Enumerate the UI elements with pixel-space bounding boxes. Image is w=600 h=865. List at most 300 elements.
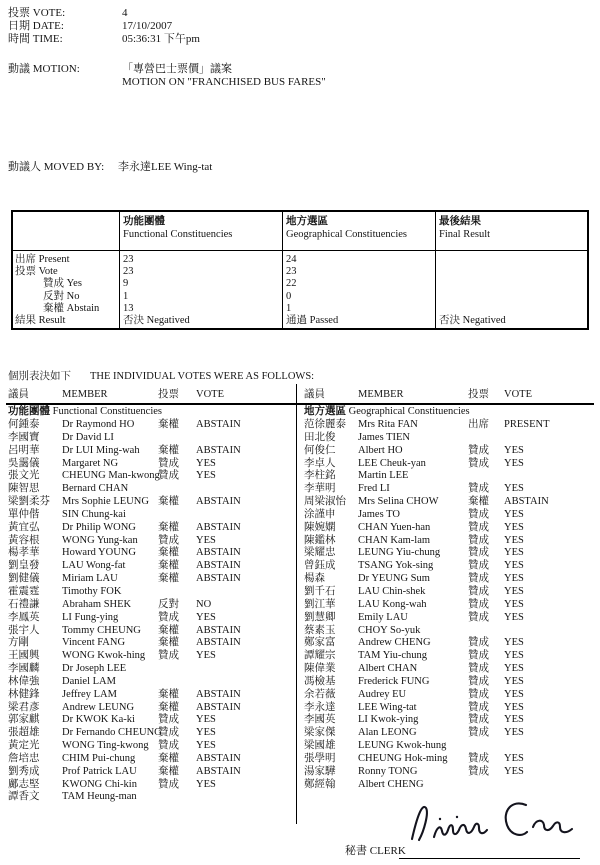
member-vote-zh: 贊成: [158, 611, 179, 623]
member-vote-zh: 棄權: [158, 573, 179, 585]
member-vote-en: ABSTAIN: [196, 444, 241, 456]
summary-row-label: 出席 Present: [15, 254, 70, 265]
member-vote-zh: 棄權: [158, 521, 179, 533]
member-name-zh: 黃宜弘: [8, 521, 40, 533]
summary-geographical-value: 0: [286, 290, 292, 302]
member-name-zh: 涂謹申: [304, 508, 336, 520]
member-row: [300, 637, 594, 650]
summary-row-label: 反對 No: [43, 290, 80, 302]
member-name-en: TAM Heung-man: [62, 791, 137, 803]
member-name-en: Tommy CHEUNG: [62, 624, 141, 636]
time-value: 05:36:31 下午pm: [122, 33, 200, 45]
member-vote-en: YES: [504, 701, 524, 713]
member-col-header-en: MEMBER: [62, 389, 108, 400]
member-name-en: Fred LI: [358, 483, 390, 495]
member-name-zh: 鄭經翰: [304, 778, 336, 790]
member-name-zh: 楊孝華: [8, 547, 40, 559]
member-row: [300, 522, 594, 535]
summary-geographical-value: 22: [286, 278, 297, 290]
member-name-en: Dr Philip WONG: [62, 521, 136, 533]
summary-geographical-value: 1: [286, 302, 292, 314]
member-vote-zh: 贊成: [158, 727, 179, 739]
member-row: [6, 419, 294, 432]
member-row: [6, 509, 294, 522]
member-name-zh: 黃容根: [8, 534, 40, 546]
member-row: [6, 625, 294, 638]
member-name-en: Dr David LI: [62, 431, 114, 443]
vote-col-header-zh: 投票: [468, 389, 489, 400]
member-vote-zh: 贊成: [468, 650, 489, 662]
member-vote-zh: 贊成: [468, 573, 489, 585]
member-vote-zh: 棄權: [158, 752, 179, 764]
motion-title-zh: 「專營巴士票價」議案: [122, 63, 232, 75]
summary-row: [13, 291, 587, 303]
member-name-zh: 劉皇發: [8, 560, 40, 572]
member-row: [300, 547, 594, 560]
member-row: [300, 612, 594, 625]
member-vote-en: YES: [504, 534, 524, 546]
member-vote-en: YES: [504, 675, 524, 687]
summary-row-label: 棄權 Abstain: [43, 302, 100, 314]
member-name-zh: 李華明: [304, 483, 336, 495]
member-row: [6, 612, 294, 625]
member-row: [300, 458, 594, 471]
member-name-zh: 詹培忠: [8, 752, 40, 764]
member-name-en: LI Fung-ying: [62, 611, 119, 623]
member-row: [6, 727, 294, 740]
member-vote-zh: 棄權: [158, 444, 179, 456]
column-header-en: Functional Constituencies: [123, 228, 233, 240]
member-row: [6, 470, 294, 483]
member-name-en: Daniel LAM: [62, 675, 116, 687]
member-row: [300, 470, 594, 483]
functional-members-list: [6, 419, 294, 804]
time-label: 時間 TIME:: [8, 33, 63, 45]
member-vote-en: YES: [504, 508, 524, 520]
summary-row-label: 結果 Result: [15, 314, 66, 326]
member-name-en: Mrs Selina CHOW: [358, 496, 439, 508]
member-name-en: LAU Kong-wah: [358, 598, 427, 610]
member-name-zh: 張文光: [8, 470, 40, 482]
member-name-zh: 鄺志堅: [8, 778, 40, 790]
member-vote-en: YES: [196, 534, 216, 546]
member-name-zh: 余若薇: [304, 688, 336, 700]
clerk-signature: [400, 793, 575, 851]
member-row: [6, 740, 294, 753]
member-name-en: Dr LUI Ming-wah: [62, 444, 140, 456]
member-name-en: CHIM Pui-chung: [62, 752, 136, 764]
member-vote-en: YES: [196, 740, 216, 752]
member-vote-zh: 贊成: [468, 637, 489, 649]
member-vote-zh: 棄權: [158, 547, 179, 559]
member-row: [300, 766, 594, 779]
member-vote-zh: 贊成: [468, 598, 489, 610]
member-name-zh: 張學明: [304, 752, 336, 764]
column-header-zh: 最後結果: [439, 216, 481, 227]
member-vote-en: YES: [504, 714, 524, 726]
member-row: [300, 676, 594, 689]
motion-title-en: MOTION ON "FRANCHISED BUS FARES": [122, 76, 326, 88]
member-row: [6, 522, 294, 535]
member-vote-zh: 贊成: [468, 508, 489, 520]
member-row: [6, 663, 294, 676]
member-name-en: Dr KWOK Ka-ki: [62, 714, 135, 726]
member-vote-zh: 贊成: [158, 740, 179, 752]
member-row: [300, 753, 594, 766]
member-row: [300, 740, 594, 753]
member-col-header-zh: 議員: [304, 389, 325, 400]
member-name-en: LEUNG Kwok-hung: [358, 740, 447, 752]
member-name-en: TAM Yiu-chung: [358, 650, 428, 662]
summary-row: [13, 266, 587, 278]
member-vote-zh: 贊成: [468, 547, 489, 559]
member-name-zh: 張超雄: [8, 727, 40, 739]
member-vote-zh: 贊成: [468, 444, 489, 456]
member-vote-en: ABSTAIN: [196, 521, 241, 533]
member-name-en: LAU Chin-shek: [358, 585, 426, 597]
member-row: [6, 599, 294, 612]
group-title-en: Functional Constituencies: [52, 406, 162, 417]
member-vote-en: YES: [504, 765, 524, 777]
member-name-en: SIN Chung-kai: [62, 508, 126, 520]
member-name-zh: 梁耀忠: [304, 547, 336, 559]
summary-functional-value: 13: [123, 302, 134, 314]
member-name-zh: 單仲偕: [8, 508, 40, 520]
member-name-en: WONG Kwok-hing: [62, 650, 146, 662]
member-name-zh: 譚耀宗: [304, 650, 336, 662]
column-header-zh: 功能團體: [123, 216, 165, 227]
individual-votes-title-en: THE INDIVIDUAL VOTES WERE AS FOLLOWS:: [90, 371, 315, 382]
member-name-en: LEUNG Yiu-chung: [358, 547, 441, 559]
member-vote-zh: 贊成: [468, 675, 489, 687]
member-vote-zh: 贊成: [468, 701, 489, 713]
member-row: [300, 779, 594, 792]
member-name-zh: 石禮謙: [8, 598, 40, 610]
member-name-zh: 林健鋒: [8, 688, 40, 700]
member-name-zh: 劉慧卿: [304, 611, 336, 623]
table-header-divider: [13, 250, 587, 251]
member-row: [6, 496, 294, 509]
column-header-zh: 地方選區: [286, 216, 328, 227]
member-vote-en: YES: [504, 752, 524, 764]
member-name-en: LEE Wing-tat: [358, 701, 417, 713]
member-name-en: Miriam LAU: [62, 573, 118, 585]
column-header-en: Geographical Constituencies: [286, 228, 408, 240]
summary-functional-value: 1: [123, 290, 129, 302]
member-col-header-en: MEMBER: [358, 389, 404, 400]
member-vote-en: ABSTAIN: [196, 688, 241, 700]
member-vote-zh: 贊成: [158, 650, 179, 662]
member-vote-en: YES: [504, 688, 524, 700]
member-name-en: Albert HO: [358, 444, 403, 456]
member-name-en: Vincent FANG: [62, 637, 126, 649]
member-name-zh: 何俊仁: [304, 444, 336, 456]
member-vote-zh: 出席: [468, 419, 489, 430]
member-vote-en: ABSTAIN: [504, 496, 549, 508]
member-row: [300, 432, 594, 445]
member-vote-en: YES: [504, 663, 524, 675]
member-vote-zh: 贊成: [468, 663, 489, 675]
summary-geographical-value: 通過 Passed: [286, 314, 339, 326]
clerk-label: 秘書 CLERK: [345, 845, 406, 857]
member-vote-zh: 棄權: [158, 701, 179, 713]
member-row: [300, 509, 594, 522]
member-vote-zh: 棄權: [158, 496, 179, 508]
member-name-zh: 何鍾泰: [8, 419, 40, 430]
member-vote-zh: 棄權: [158, 637, 179, 649]
member-row: [6, 766, 294, 779]
member-row: [300, 586, 594, 599]
summary-row: [13, 254, 587, 266]
member-col-header-zh: 議員: [8, 389, 29, 400]
geographical-members-list: [300, 419, 594, 791]
column-header-final-result: [439, 216, 490, 241]
vote-col-header-en: VOTE: [196, 389, 224, 400]
member-name-en: Howard YOUNG: [62, 547, 136, 559]
member-name-en: Martin LEE: [358, 470, 409, 482]
member-vote-zh: 棄權: [158, 624, 179, 636]
member-vote-en: YES: [196, 457, 216, 469]
vote-summary-table: [11, 210, 589, 330]
member-name-en: Alan LEONG: [358, 727, 417, 739]
member-vote-en: YES: [196, 714, 216, 726]
member-row: [300, 560, 594, 573]
column-divider: [296, 384, 297, 824]
individual-votes-title-zh: 個別表決如下: [8, 371, 71, 382]
member-name-en: Timothy FOK: [62, 585, 122, 597]
member-row: [300, 573, 594, 586]
member-row: [300, 496, 594, 509]
header-rule: [6, 403, 594, 405]
member-row: [6, 650, 294, 663]
member-name-en: WONG Ting-kwong: [62, 740, 149, 752]
member-name-en: CHAN Kam-lam: [358, 534, 431, 546]
member-name-zh: 劉健儀: [8, 573, 40, 585]
member-name-zh: 林偉強: [8, 675, 40, 687]
member-vote-en: ABSTAIN: [196, 637, 241, 649]
member-name-zh: 李鳳英: [8, 611, 40, 623]
member-vote-zh: 贊成: [468, 521, 489, 533]
member-vote-zh: 贊成: [468, 752, 489, 764]
member-name-zh: 周梁淑怡: [304, 496, 346, 508]
member-name-en: Andrew LEUNG: [62, 701, 135, 713]
member-vote-zh: 贊成: [158, 470, 179, 482]
member-vote-zh: 棄權: [158, 419, 179, 430]
member-row: [6, 714, 294, 727]
summary-body: [13, 254, 587, 327]
member-name-zh: 李國麟: [8, 663, 40, 675]
member-name-zh: 吳靄儀: [8, 457, 40, 469]
member-vote-en: YES: [504, 598, 524, 610]
member-row: [6, 483, 294, 496]
member-row: [6, 547, 294, 560]
member-name-en: LAU Wong-fat: [62, 560, 126, 572]
moved-by-value: 李永達LEE Wing-tat: [118, 161, 213, 173]
member-vote-en: YES: [504, 483, 524, 495]
clerk-signature-line: [399, 858, 580, 859]
member-vote-zh: 贊成: [158, 457, 179, 469]
member-name-zh: 梁家傑: [304, 727, 336, 739]
member-name-zh: 湯家驊: [304, 765, 336, 777]
member-name-zh: 李卓人: [304, 457, 336, 469]
member-row: [300, 689, 594, 702]
member-vote-en: NO: [196, 598, 212, 610]
vote-col-header-en: VOTE: [504, 389, 532, 400]
member-row: [6, 676, 294, 689]
member-name-zh: 馮檢基: [304, 675, 336, 687]
member-name-en: Jeffrey LAM: [62, 688, 117, 700]
member-row: [6, 702, 294, 715]
member-name-zh: 劉江華: [304, 598, 336, 610]
member-name-zh: 劉秀成: [8, 765, 40, 777]
member-row: [300, 445, 594, 458]
member-vote-en: YES: [504, 521, 524, 533]
member-vote-zh: 贊成: [468, 688, 489, 700]
member-row: [6, 432, 294, 445]
member-name-en: James TIEN: [358, 431, 411, 443]
member-vote-zh: 贊成: [468, 611, 489, 623]
member-vote-en: ABSTAIN: [196, 496, 241, 508]
group-title-en: Geographical Constituencies: [348, 406, 470, 417]
summary-geographical-value: 24: [286, 254, 297, 265]
member-vote-zh: 贊成: [158, 778, 179, 790]
member-vote-en: ABSTAIN: [196, 624, 241, 636]
summary-row-label: 贊成 Yes: [43, 278, 82, 290]
member-name-zh: 李國英: [304, 714, 336, 726]
vote-number-label: 投票 VOTE:: [8, 7, 66, 19]
member-vote-zh: 棄權: [158, 560, 179, 572]
member-vote-zh: 贊成: [468, 585, 489, 597]
member-name-en: WONG Yung-kan: [62, 534, 138, 546]
member-vote-en: PRESENT: [504, 419, 550, 430]
member-name-zh: 劉千石: [304, 585, 336, 597]
member-name-zh: 蔡素玉: [304, 624, 336, 636]
member-vote-en: YES: [196, 611, 216, 623]
date-label: 日期 DATE:: [8, 20, 64, 32]
group-title-functional: [8, 406, 162, 419]
motion-label: 動議 MOTION:: [8, 63, 80, 75]
summary-row: [13, 303, 587, 315]
summary-final-result-value: 否決 Negatived: [439, 314, 506, 326]
member-row: [6, 779, 294, 792]
member-vote-en: YES: [504, 457, 524, 469]
member-vote-en: ABSTAIN: [196, 547, 241, 559]
column-header-en: Final Result: [439, 228, 491, 240]
summary-row-label: 投票 Vote: [15, 266, 58, 278]
member-name-en: CHEUNG Hok-ming: [358, 752, 448, 764]
member-name-en: Emily LAU: [358, 611, 408, 623]
member-name-en: James TO: [358, 508, 400, 520]
member-vote-en: YES: [504, 611, 524, 623]
group-title-zh: 功能團體: [8, 406, 50, 417]
member-row: [300, 625, 594, 638]
member-name-zh: 李永達: [304, 701, 336, 713]
member-name-zh: 呂明華: [8, 444, 40, 456]
summary-functional-value: 9: [123, 278, 129, 290]
member-row: [6, 753, 294, 766]
member-name-en: Mrs Sophie LEUNG: [62, 496, 149, 508]
member-row: [300, 702, 594, 715]
summary-functional-value: 23: [123, 254, 134, 265]
member-name-zh: 楊森: [304, 573, 325, 585]
member-vote-zh: 棄權: [158, 765, 179, 777]
member-name-en: Mrs Rita FAN: [358, 419, 418, 430]
member-name-zh: 梁君彥: [8, 701, 40, 713]
member-row: [300, 483, 594, 496]
member-row: [300, 419, 594, 432]
member-vote-en: YES: [196, 650, 216, 662]
member-name-en: Abraham SHEK: [62, 598, 132, 610]
member-name-zh: 李國寶: [8, 431, 40, 443]
column-header-geographical: [286, 216, 407, 241]
member-name-zh: 王國興: [8, 650, 40, 662]
member-vote-zh: 贊成: [468, 765, 489, 777]
member-vote-en: YES: [504, 637, 524, 649]
member-name-en: LI Kwok-ying: [358, 714, 419, 726]
member-vote-zh: 贊成: [468, 457, 489, 469]
member-row: [6, 586, 294, 599]
member-name-zh: 譚香文: [8, 791, 40, 803]
member-name-en: CHAN Yuen-han: [358, 521, 431, 533]
member-name-zh: 范徐麗泰: [304, 419, 346, 430]
member-vote-zh: 棄權: [158, 688, 179, 700]
member-name-zh: 陳偉業: [304, 663, 336, 675]
member-vote-zh: 反對: [158, 598, 179, 610]
member-vote-en: ABSTAIN: [196, 701, 241, 713]
member-name-en: Ronny TONG: [358, 765, 418, 777]
member-vote-zh: 贊成: [158, 534, 179, 546]
member-name-zh: 曾鈺成: [304, 560, 336, 572]
member-vote-zh: 贊成: [468, 483, 489, 495]
member-name-zh: 梁劉柔芬: [8, 496, 50, 508]
member-vote-en: ABSTAIN: [196, 573, 241, 585]
member-row: [6, 458, 294, 471]
member-row: [6, 573, 294, 586]
group-title-zh: 地方選區: [304, 406, 346, 417]
summary-functional-value: 23: [123, 266, 134, 278]
member-name-zh: 郭家麒: [8, 714, 40, 726]
member-row: [6, 560, 294, 573]
member-row: [300, 663, 594, 676]
group-title-geographical: [304, 406, 470, 419]
member-name-en: Dr YEUNG Sum: [358, 573, 430, 585]
member-name-en: Albert CHAN: [358, 663, 418, 675]
member-name-en: Andrew CHENG: [358, 637, 431, 649]
member-vote-en: YES: [196, 470, 216, 482]
member-vote-en: YES: [504, 560, 524, 572]
member-row: [6, 637, 294, 650]
member-name-zh: 陳智思: [8, 483, 40, 495]
summary-row: [13, 278, 587, 290]
member-vote-en: YES: [504, 727, 524, 739]
member-row: [300, 650, 594, 663]
member-name-zh: 田北俊: [304, 431, 336, 443]
date-value: 17/10/2007: [122, 20, 173, 32]
member-row: [6, 791, 294, 804]
member-row: [6, 689, 294, 702]
member-row: [300, 714, 594, 727]
member-name-en: Dr Raymond HO: [62, 419, 135, 430]
member-vote-en: ABSTAIN: [196, 765, 241, 777]
member-name-zh: 張宇人: [8, 624, 40, 636]
member-vote-zh: 贊成: [468, 727, 489, 739]
vote-number-value: 4: [122, 7, 128, 19]
member-name-en: KWONG Chi-kin: [62, 778, 137, 790]
member-vote-en: YES: [504, 547, 524, 559]
member-vote-en: YES: [504, 444, 524, 456]
member-vote-zh: 贊成: [468, 534, 489, 546]
member-vote-en: ABSTAIN: [196, 752, 241, 764]
